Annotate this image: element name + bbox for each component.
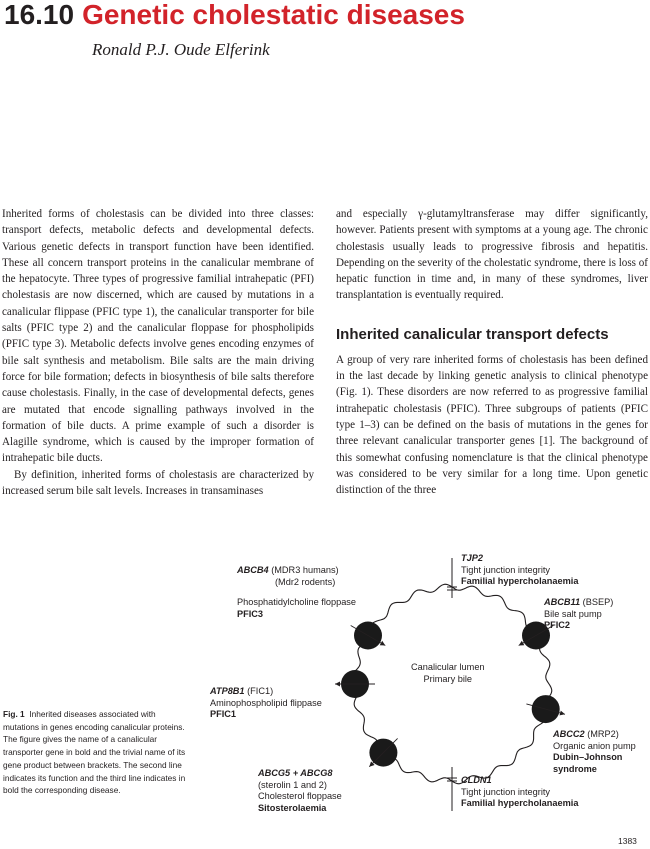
gene-cldn1: CLDN1 [461,775,492,785]
tight-junction-bottom [447,767,457,811]
label-cldn1 [461,775,578,810]
label-tjp2 [461,553,578,588]
alias-abcb4: (MDR3 humans) [268,565,339,575]
left-column [2,206,314,499]
figure-caption-text: Inherited diseases associated with mutations in genes encoding canalicular proteins. The figure gives the name of a canalicular transporter gene in bold and the trivial name of its gene product between brackets. The second line indicates its function and the third line indicates in bold the corresponding disease. [3,709,186,796]
alias-abcb11: (BSEP) [580,597,614,607]
function-atp8b1: Aminophospholipid flippase [210,697,322,708]
chapter-title: Genetic cholestatic diseases [82,0,465,30]
disease-abcb4: PFIC3 [237,609,264,620]
alias2-abcb4: (Mdr2 rodents) [275,576,336,587]
label-abcg5-abcg8 [258,768,342,815]
label-abcc2 [553,729,636,776]
continuation-paragraph: and especially γ-glutamyltransferase may differ significantly, however. Patients present with symptoms at a young age. The chronic cholestasis usually leads to progressive fibrosis and hepatitis. Depending on the severity of the cholestatic syndrome, there is loss of hepatic function in time and, in many of these syndromes, liver transplantation is eventually required. [336,208,648,302]
gene-abcc2: ABCC2 [553,729,585,739]
figure-caption-label: Fig. 1 [3,709,25,719]
gene-abcb11: ABCB11 [544,597,581,607]
author-name: Ronald P.J. Oude Elferink [92,40,270,59]
chapter-number: 16.10 [4,0,75,30]
disease-abcc2-line2: syndrome [553,764,597,775]
gene-tjp2: TJP2 [461,553,483,563]
label-abcb11 [544,597,613,632]
function-abcb4: Phosphatidylcholine floppase [237,597,357,608]
right-column [336,206,648,498]
label-atp8b1 [210,686,322,721]
function-abcg5-abcg8: Cholesterol floppase [258,791,342,802]
lumen-label-line1: Canalicular lumen [411,662,485,672]
label-abcb4 [237,565,356,621]
arrowhead-atp8b1 [335,682,340,687]
gene-abcg5-abcg8: ABCG5 + ABCG8 [258,768,333,778]
function-abcc2: Organic anion pump [553,740,636,751]
lumen-label-line2: Primary bile [423,673,473,684]
function-tjp2: Tight junction integrity [461,564,551,575]
section-heading: Inherited canalicular transport defects [336,325,609,343]
figure-caption [3,708,193,797]
function-cldn1: Tight junction integrity [461,786,551,797]
disease-abcb11: PFIC2 [544,620,571,631]
alias-atp8b1: (FIC1) [244,686,274,696]
intro-paragraph: Inherited forms of cholestasis can be divided into three classes: transport defects, metabolic defects and developmental defects. Various genetic defects in transport function have been identified. These all concern transport proteins in the canalicular membrane of the hepatocyte. Three types of progressive familial intrahepatic (PFI) cholestasis are now discerned, which are caused by mutations in a canalicular flippase (PFIC type 1), the canalicular transporter for bile salts (PFIC type 2) and the canalicular floppase for phospholipids (PFIC type 3). Metabolic defects involve genes encoding enzymes of bile salt synthesis and metabolism. Bile salts are the main driving force for bile formation; defects in biosynthesis of bile salts therefore cause cholestasis. Finally, in the case of developmental defects, genes are mutated that encode signalling pathways involved in the formation of bile ducts. A prime example of such a disorder is Alagille syndrome, which is caused by the improper formation of intrahepatic bile ducts. [2,208,314,465]
function-abcb11: Bile salt pump [544,608,602,619]
gene-abcb4: ABCB4 [237,565,269,575]
disease-abcg5-abcg8: Sitosterolaemia [258,803,327,814]
page-number: 1383 [618,836,637,846]
alias-abcc2: (MRP2) [584,729,619,739]
section-paragraph: A group of very rare inherited forms of cholestasis has been defined in the last decade by linking genetic analysis to clinical phenotype (Fig. 1). These disorders are now referred to as progressive familial intrahepatic cholestasis (PFIC). Three subgroups of patients (PFIC type 1–3) can be defined on the basis of mutations in the genes for three relevant canalicular transporter genes [1]. The background of this somewhat confusing nomenclature is that the clinical phenotype was considered to be very similar for a long time. Upon genetic distinction of the three [336,353,648,497]
alias-abcg5-abcg8: (sterolin 1 and 2) [258,779,327,790]
gene-atp8b1: ATP8B1 [210,686,245,696]
disease-abcc2-line1: Dubin–Johnson [553,752,623,763]
lumen-label [411,662,485,685]
disease-cldn1: Familial hypercholanaemia [461,798,579,809]
arrowhead-abcc2 [560,711,566,716]
figure-1 [200,540,650,820]
chapter-heading [4,0,465,32]
disease-tjp2: Familial hypercholanaemia [461,576,579,587]
definition-paragraph: By definition, inherited forms of cholestasis are characterized by increased serum bile salt levels. Increases in transaminases [2,468,314,498]
disease-atp8b1: PFIC1 [210,709,237,720]
tight-junction-top [447,558,457,598]
